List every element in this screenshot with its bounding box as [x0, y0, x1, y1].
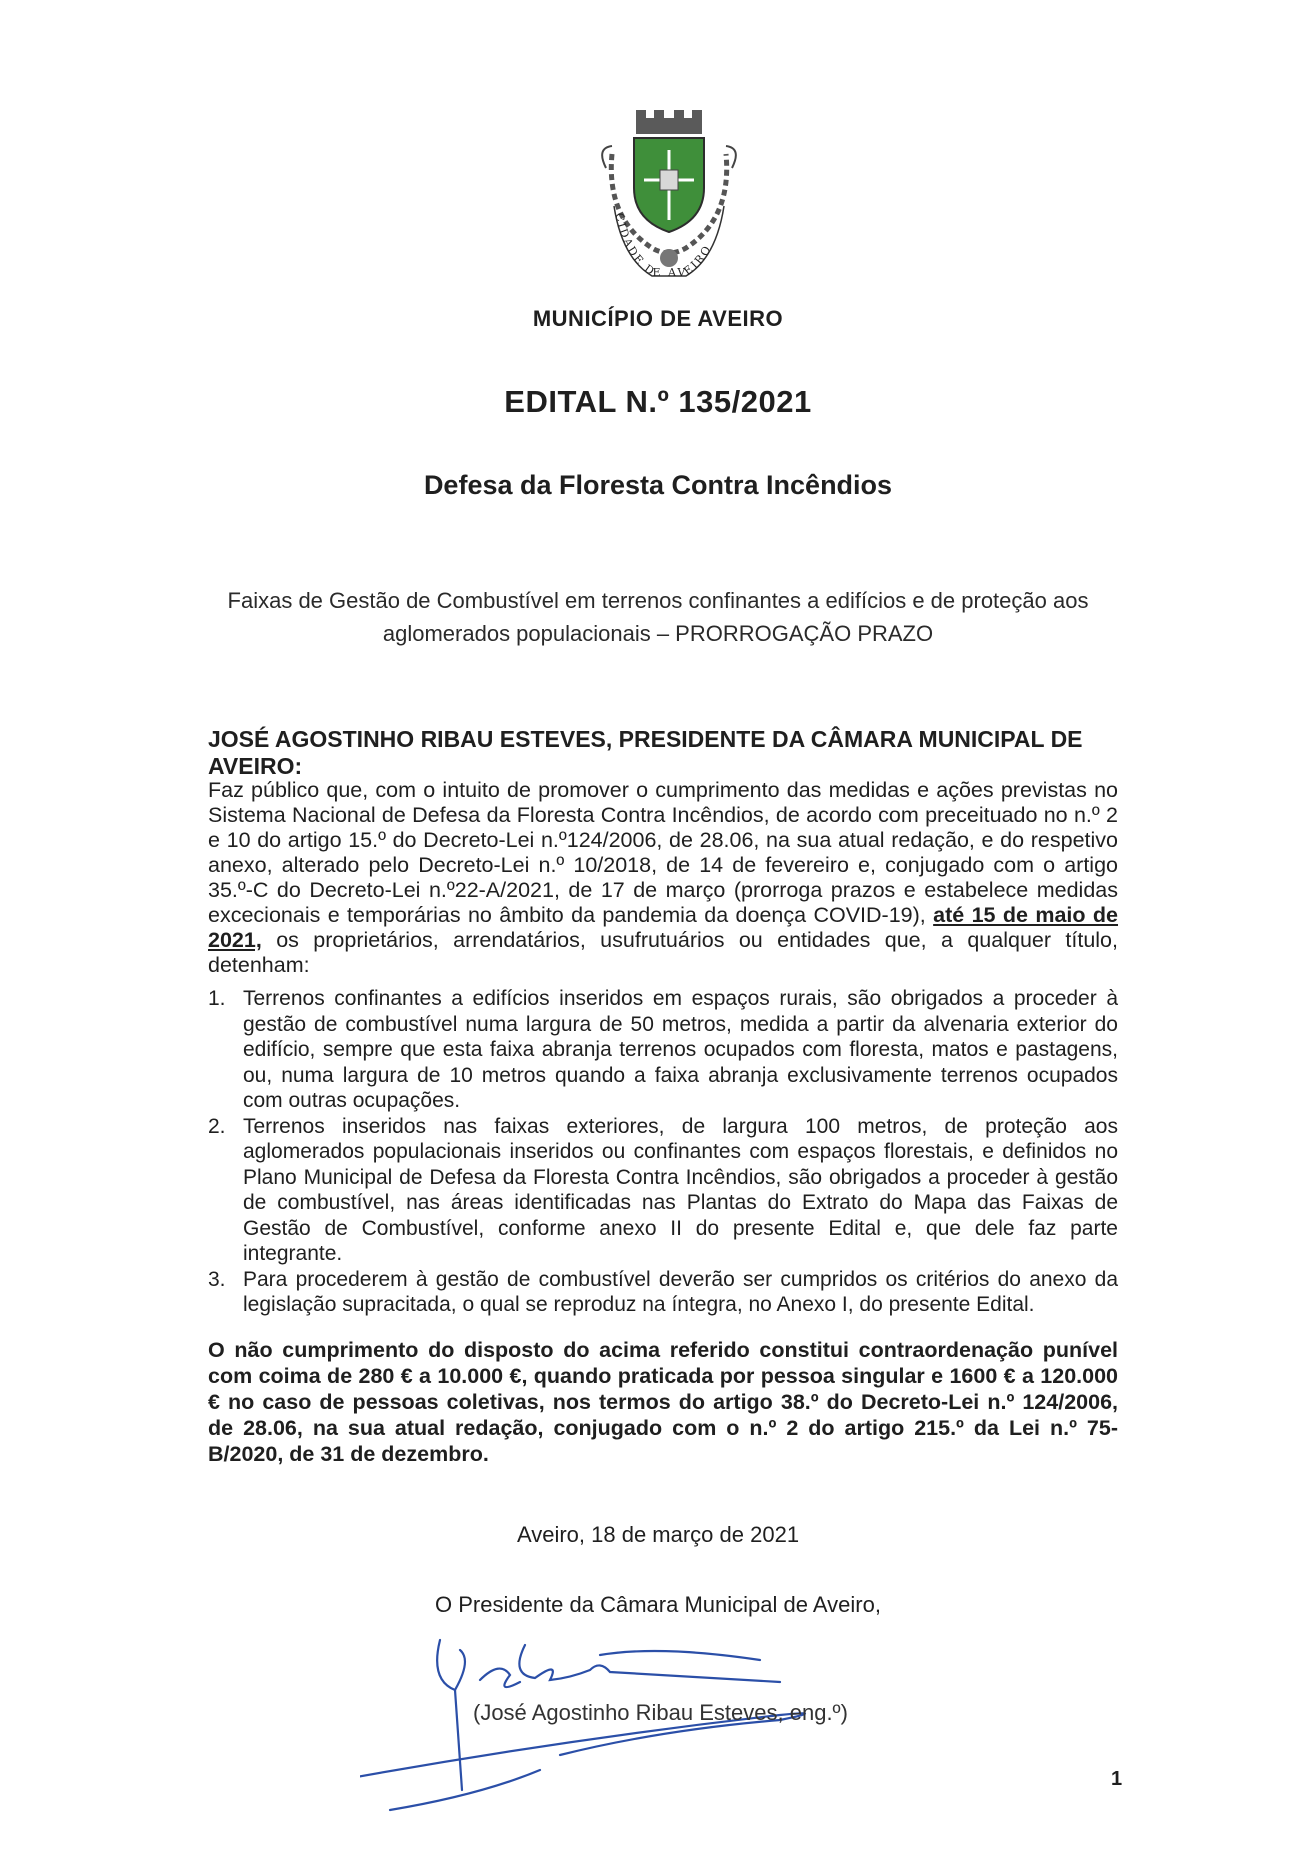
intro-text: Faz público que, com o intuito de promover o cumprimento das medidas e ações previstas no Sistema Nacional de Defesa da Floresta Contra Incêndios, de acordo com preceituado no n.º 2 e 10 do artigo 15.º do Decreto-Lei n.º124/2006, de 28.06, na sua atual redação, e do respetivo anexo, alterado pelo Decreto-Lei n.º 10/2018, de 14 de fevereiro e, conjugado com o artigo 35.º-C do Decreto-Lei n.º22-A/2021, de 17 de março (prorroga prazos e estabelece medidas excecionais e temporárias no âmbito da pandemia da doença COVID-19), — [208, 778, 1118, 927]
subtitle-line-1: Faixas de Gestão de Combustível em terrenos confinantes a edifícios e de proteção aos — [227, 588, 1089, 613]
list-item — [208, 1267, 1118, 1318]
list-item-number: 2. — [208, 1114, 226, 1138]
edital-number: EDITAL N.º 135/2021 — [504, 384, 812, 419]
subtitle-line-2: aglomerados populacionais – PRORROGAÇÃO PRAZO — [382, 621, 934, 646]
list-item-number: 3. — [208, 1267, 226, 1291]
page-number: 1 — [1111, 1768, 1123, 1790]
municipal-crest-icon — [574, 108, 764, 298]
intro-paragraph — [208, 778, 1118, 978]
crest-motto: CIDADE DE AVEIRO — [612, 211, 715, 279]
penalty-paragraph: O não cumprimento do disposto do acima referido constitui contraordenação punível com coima de 280 € a 10.000 €, quando praticada por pessoa singular e 1600 € a 120.000 € no caso de pessoas coletivas, nos termos do artigo 38.º do Decreto-Lei n.º 124/2006, de 28.06, na sua atual redação, conjugado com o n.º 2 do artigo 215.º da Lei n.º 75-B/2020, de 31 de dezembro. — [208, 1338, 1118, 1466]
list-item-text: Terrenos confinantes a edifícios inseridos em espaços rurais, são obrigados a proceder à gestão de combustível numa largura de 50 metros, medida a partir da alvenaria exterior do edifício, sempre que esta faixa abranja terrenos ocupados com floresta, matos e pastagens, ou, numa largura de 10 metros quando a faixa abranja exclusivamente terrenos ocupados com outras ocupações. — [243, 987, 1118, 1112]
list-item-number: 1. — [208, 987, 226, 1010]
list-item — [208, 986, 1118, 1114]
signatory-title: O Presidente da Câmara Municipal de Aveiro, — [435, 1592, 881, 1617]
president-heading: JOSÉ AGOSTINHO RIBAU ESTEVES, PRESIDENTE DA CÂMARA MUNICIPAL DE AVEIRO: — [208, 726, 1083, 779]
obligations-list — [208, 986, 1118, 1318]
municipality-name: MUNICÍPIO DE AVEIRO — [532, 306, 784, 331]
list-item-text: Para procederem à gestão de combustível deverão ser cumpridos os critérios do anexo da legislação supracitada, o qual se reproduz na íntegra, no Anexo I, do presente Edital. — [243, 1267, 1118, 1316]
document-subtitle — [0, 584, 1316, 650]
list-item-text: Terrenos inseridos nas faixas exteriores, de largura 100 metros, de proteção aos aglomerados populacionais inseridos ou confinantes com espaços florestais, e definidos no Plano Municipal de Defesa da Floresta Contra Incêndios, são obrigados a proceder à gestão de combustível, nas áreas identificadas nas Plantas do Extrato do Mapa das Faixas de Gestão de Combustível, conforme anexo II do presente Edital e, que dele faz parte integrante. — [243, 1114, 1118, 1265]
signatory-name: (José Agostinho Ribau Esteves, eng.º) — [473, 1700, 848, 1725]
document-subject: Defesa da Floresta Contra Incêndios — [423, 470, 893, 500]
list-item — [208, 1114, 1118, 1267]
document-date: Aveiro, 18 de março de 2021 — [516, 1522, 800, 1547]
deadline-date: até 15 de maio de 2021, — [208, 903, 1119, 952]
intro-text-continued: os proprietários, arrendatários, usufrutuários ou entidades que, a qualquer título, detenham: — [208, 928, 1118, 977]
